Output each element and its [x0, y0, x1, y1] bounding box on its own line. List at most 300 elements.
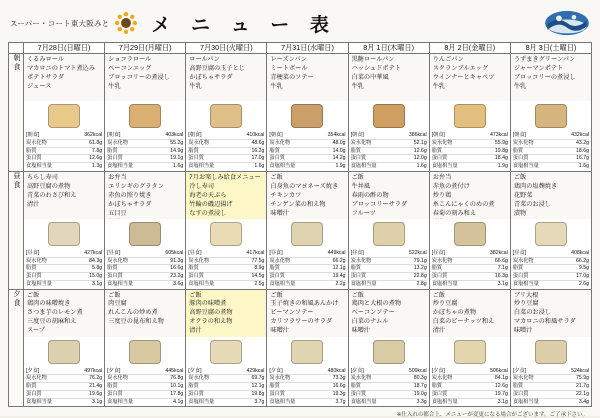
nutrition-key: 脂質	[431, 265, 443, 272]
nutrition-row	[26, 132, 102, 140]
nutrition-row	[107, 375, 183, 383]
nutrition-block	[267, 249, 347, 289]
dish-item: 高野豆腐の玉子とじ	[189, 64, 245, 72]
nutrition-key: 食塩相当量	[107, 398, 134, 405]
nutrition-key: 脂質	[107, 265, 118, 272]
dish-item: 白菜のナムル	[351, 318, 389, 326]
nutrition-row	[107, 258, 183, 266]
nutrition-key: 蛋白質	[26, 155, 42, 162]
dish-item: 白身魚のマヨネーズ焼き	[270, 182, 339, 190]
nutrition-value: 21.4g	[89, 383, 103, 389]
menu-cell	[429, 171, 510, 289]
corner-cell	[9, 43, 24, 54]
dish-item: 玉子焼きの和風あんかけ	[270, 300, 339, 308]
menu-cell	[186, 54, 267, 172]
meal-photo	[267, 101, 347, 131]
dish-item: 牛乳	[351, 82, 364, 90]
nutrition-value: 3.6g	[173, 280, 184, 287]
nutrition-key: 脂質	[188, 383, 199, 389]
nutrition-value: 19.8g	[494, 147, 508, 154]
dish-item: 清汁	[189, 327, 202, 335]
nutrition-row	[432, 265, 508, 273]
nutrition-key: 食塩相当量	[188, 398, 215, 405]
nutrition-value: 43.2g	[576, 139, 589, 146]
nutrition-key: 炭水化物	[431, 257, 453, 264]
nutrition-key: 蛋白質	[269, 273, 285, 279]
nutrition-row	[269, 155, 345, 163]
dish-item: 鶏肉の味噌焼き	[27, 300, 71, 308]
dish-item: ミートボール	[270, 64, 308, 72]
dish-item: ご飯	[108, 291, 121, 299]
nutrition-row	[26, 281, 102, 288]
dish-item: ご飯	[351, 173, 364, 181]
nutrition-row	[432, 383, 508, 391]
nutrition-key: 蛋白質	[431, 390, 448, 397]
plate-graphic	[454, 222, 486, 246]
meal-photo	[24, 337, 104, 367]
nutrition-value: 2.5g	[254, 280, 265, 287]
nutrition-value: 4.1g	[173, 398, 184, 405]
nutrition-value: 2.2g	[335, 280, 346, 287]
dish-item: スープ	[27, 327, 45, 335]
meal-photo	[511, 337, 591, 367]
dish-item: なすの煮浸し	[189, 209, 227, 217]
nutrition-row	[188, 265, 264, 273]
plate-graphic	[291, 340, 323, 364]
nutrition-key: 蛋白質	[26, 390, 42, 397]
dish-item: 牛丼風	[351, 182, 371, 190]
nutrition-value: 48.0g	[332, 139, 346, 146]
nutrition-value: 14.2g	[332, 155, 346, 162]
dish-list	[24, 54, 104, 101]
nutrition-key: 脂質	[26, 265, 37, 272]
nutrition-row	[26, 258, 102, 266]
nutrition-value: 1.9g	[497, 163, 508, 169]
nutrition-value: 77.5g	[251, 257, 265, 264]
nutrition-value: 18.6g	[576, 147, 589, 154]
nutrition-key: 炭水化物	[350, 139, 372, 146]
nutrition-value: 480kcal	[327, 367, 346, 374]
dish-item: 豚肉の味噌煮	[189, 300, 227, 308]
nutrition-key: [夕食]	[188, 367, 202, 374]
dish-item: ハッシュドポテト	[351, 64, 401, 72]
nutrition-key: 炭水化物	[269, 139, 291, 146]
nutrition-block	[105, 131, 185, 171]
nutrition-row	[351, 273, 427, 281]
nutrition-row	[432, 140, 508, 148]
dish-item: 赤魚の煮付け	[432, 182, 470, 190]
dish-item: れんこんの炒め煮	[108, 309, 158, 317]
dish-item: かぼちゃの煮物	[432, 309, 477, 317]
dish-item: かぼちゃサラダ	[108, 200, 152, 208]
nutrition-value: 3.3g	[416, 398, 427, 405]
nutrition-key: 蛋白質	[107, 273, 123, 279]
nutrition-key: 脂質	[26, 383, 37, 389]
nutrition-key: 脂質	[188, 147, 199, 154]
nutrition-row	[351, 281, 427, 288]
nutrition-key: 食塩相当量	[431, 280, 458, 287]
nutrition-block	[186, 249, 266, 289]
menu-cell	[105, 54, 186, 172]
dish-list	[511, 290, 591, 337]
nutrition-value: 12.1g	[332, 265, 346, 272]
nutrition-key: 食塩相当量	[512, 280, 539, 287]
nutrition-row	[513, 273, 589, 281]
nutrition-value: 13.2g	[413, 265, 427, 272]
dish-item: ジュース	[27, 82, 52, 90]
nutrition-row	[269, 391, 345, 399]
nutrition-row	[351, 375, 427, 383]
nutrition-key: 蛋白質	[188, 273, 204, 279]
nutrition-key: 蛋白質	[350, 273, 367, 279]
nutrition-value: 12.6g	[494, 383, 508, 389]
nutrition-key: 脂質	[350, 147, 361, 154]
plate-graphic	[373, 340, 405, 364]
nutrition-value: 17.0g	[576, 273, 589, 279]
nutrition-row	[188, 383, 264, 391]
nutrition-key: [夕食]	[107, 367, 121, 374]
nutrition-value: 14.5g	[251, 273, 265, 279]
nutrition-value: 17.8g	[170, 390, 184, 397]
nutrition-key: 食塩相当量	[269, 398, 296, 405]
plate-graphic	[210, 104, 242, 128]
nutrition-row	[269, 163, 345, 170]
meal-photo	[349, 219, 429, 249]
nutrition-row	[351, 265, 427, 273]
meal-photo	[511, 219, 591, 249]
nutrition-row	[513, 391, 589, 399]
nutrition-row	[188, 375, 264, 383]
nutrition-value: 17.0g	[251, 155, 265, 162]
dish-list	[24, 172, 104, 219]
nutrition-value: 3.1g	[497, 280, 508, 287]
nutrition-key: 脂質	[26, 147, 37, 154]
nutrition-value: 16.3g	[494, 273, 508, 279]
plate-graphic	[129, 340, 161, 364]
nutrition-row	[269, 273, 345, 281]
dish-list	[186, 172, 266, 219]
nutrition-value: 19.7g	[494, 390, 508, 397]
nutrition-row	[432, 273, 508, 281]
nutrition-block	[186, 131, 266, 171]
meal-photo	[105, 101, 185, 131]
nutrition-key: [朝食]	[512, 132, 527, 138]
row-label-text: 夕食	[13, 289, 21, 308]
dish-item: 鶏肉の塩麹焼き	[513, 182, 558, 190]
menu-cell	[510, 289, 591, 407]
nutrition-row	[269, 132, 345, 140]
nutrition-block	[349, 131, 429, 171]
dish-item: ロールパン	[189, 56, 220, 63]
dish-item: ご飯	[351, 291, 364, 299]
nutrition-key: 食塩相当量	[512, 398, 539, 405]
nutrition-key: [夕食]	[350, 367, 364, 374]
nutrition-key: 炭水化物	[107, 257, 128, 264]
nutrition-value: 16.6g	[332, 383, 346, 389]
dish-item: 春菊の刻み和え	[432, 209, 477, 217]
nutrition-row	[269, 258, 345, 266]
nutrition-value: 23.2g	[170, 273, 184, 279]
nutrition-key: 食塩相当量	[350, 398, 377, 405]
dish-item: マカロニのトマト煮込み	[27, 64, 96, 72]
plate-graphic	[535, 340, 567, 364]
nutrition-row	[432, 163, 508, 170]
nutrition-key: 炭水化物	[512, 257, 534, 264]
nutrition-value: 55.2g	[170, 139, 184, 146]
meal-photo	[430, 337, 510, 367]
nutrition-key: 脂質	[269, 147, 280, 154]
dish-item: スクランブルエッグ	[432, 64, 489, 72]
nutrition-value: 16.2g	[251, 147, 265, 154]
nutrition-row	[269, 281, 345, 288]
plate-graphic	[129, 222, 161, 246]
nutrition-key: 炭水化物	[512, 139, 534, 146]
nutrition-block	[349, 249, 429, 289]
nutrition-key: [昼食]	[107, 249, 121, 256]
nutrition-row	[107, 155, 183, 163]
dish-item: 清汁	[27, 200, 40, 208]
nutrition-row	[107, 383, 183, 391]
nutrition-key: 脂質	[350, 383, 361, 389]
nutrition-row	[188, 258, 264, 266]
nutrition-row	[513, 281, 589, 288]
dish-item: ご飯	[27, 291, 40, 299]
nutrition-key: [朝食]	[188, 132, 202, 138]
dish-item: ご飯	[270, 173, 283, 181]
menu-cell	[429, 54, 510, 172]
dish-item: ちらし寿司	[27, 173, 58, 181]
nutrition-row	[432, 391, 508, 399]
nutrition-row	[513, 163, 589, 170]
nutrition-value: 61.8g	[89, 139, 103, 146]
nutrition-row	[432, 258, 508, 266]
nutrition-key: 蛋白質	[512, 273, 529, 279]
nutrition-key: 蛋白質	[431, 273, 448, 279]
plate-graphic	[454, 104, 486, 128]
nutrition-key: 蛋白質	[350, 390, 367, 397]
nutrition-block	[511, 131, 591, 171]
nutrition-key: 炭水化物	[512, 375, 534, 382]
nutrition-key: 炭水化物	[26, 375, 47, 382]
dish-item: 高野豆腐の煮物	[189, 309, 233, 317]
menu-cell	[267, 171, 348, 289]
dish-item: さつま芋のレモン煮	[27, 309, 83, 317]
nutrition-value: 66.2g	[332, 257, 346, 264]
nutrition-value: 10.1g	[170, 383, 184, 389]
nutrition-block	[511, 367, 591, 407]
dish-item: 漬物	[513, 209, 527, 217]
nutrition-value: 22.8g	[413, 273, 427, 279]
nutrition-block	[349, 367, 429, 407]
nutrition-key: [夕食]	[431, 367, 445, 374]
dish-item: 三度豆の昆布和え物	[108, 318, 164, 326]
nutrition-key: 蛋白質	[269, 155, 285, 162]
nutrition-value: 524kcal	[571, 367, 589, 374]
plate-graphic	[210, 222, 242, 246]
nutrition-row	[513, 132, 589, 140]
menu-table	[8, 42, 592, 407]
nutrition-key: 炭水化物	[431, 139, 453, 146]
nutrition-key: 炭水化物	[188, 257, 210, 264]
dish-list	[511, 54, 591, 101]
menu-cell	[429, 289, 510, 407]
nutrition-key: 食塩相当量	[188, 280, 215, 287]
nutrition-value: 48.6g	[251, 139, 265, 146]
nutrition-value: 354kcal	[327, 132, 346, 138]
menu-cell	[105, 289, 186, 407]
dish-list	[186, 290, 266, 337]
nutrition-key: 食塩相当量	[107, 280, 134, 287]
document-header	[0, 0, 600, 42]
nutrition-key: 食塩相当量	[26, 280, 52, 287]
nutrition-value: 19.1g	[170, 155, 184, 162]
nutrition-key: 食塩相当量	[269, 163, 296, 169]
nutrition-value: 16.6g	[170, 265, 184, 272]
dish-item: ウインナーとキャベツ	[432, 73, 495, 81]
nutrition-value: 2.8g	[416, 280, 427, 287]
nutrition-row	[351, 399, 427, 406]
dish-item: ベーコンソテー	[351, 309, 395, 317]
nutrition-row	[269, 265, 345, 273]
day-header-6: 8月 3日(土曜日)	[510, 43, 591, 54]
nutrition-value: 497kcal	[84, 367, 103, 374]
nutrition-key: 炭水化物	[26, 139, 47, 146]
dish-list	[267, 172, 347, 219]
dish-item: ご飯	[189, 291, 202, 299]
nutrition-value: 18.7g	[413, 383, 427, 389]
nutrition-value: 75.9g	[576, 375, 589, 382]
nutrition-key: 食塩相当量	[107, 163, 134, 169]
nutrition-value: 1.6g	[173, 163, 184, 169]
dish-item: ご飯	[270, 291, 283, 299]
plate-graphic	[373, 222, 405, 246]
nutrition-key: 食塩相当量	[431, 163, 458, 169]
menu-cell	[510, 54, 591, 172]
nutrition-value: 382kcal	[489, 249, 508, 256]
nutrition-value: 18.4g	[494, 155, 508, 162]
dish-item: 牛乳	[432, 82, 446, 90]
nutrition-key: 食塩相当量	[350, 163, 377, 169]
plate-graphic	[291, 104, 323, 128]
nutrition-key: 蛋白質	[188, 390, 204, 397]
nutrition-key: 炭水化物	[107, 375, 128, 382]
meal-photo	[267, 337, 347, 367]
nutrition-row	[513, 140, 589, 148]
nutrition-key: 蛋白質	[107, 390, 123, 397]
nutrition-row	[351, 132, 427, 140]
dish-item: 竹輪の磯辺揚げ	[189, 200, 233, 208]
dish-item: 赤魚の照り焼き	[108, 191, 152, 199]
meal-row-2	[9, 171, 592, 289]
restaurant-logo-icon	[544, 9, 590, 37]
dish-item: ジャーマンポテト	[513, 64, 564, 72]
table-header-row	[9, 43, 592, 54]
nutrition-value: 2.6g	[578, 280, 589, 287]
nutrition-value: 14.9g	[170, 147, 184, 154]
nutrition-key: 脂質	[107, 383, 118, 389]
meal-photo	[105, 337, 185, 367]
nutrition-row	[26, 273, 102, 281]
nutrition-value: 1.6g	[416, 163, 427, 169]
dish-item: オクラの和え物	[189, 318, 233, 326]
nutrition-value: 408kcal	[571, 249, 589, 256]
nutrition-row	[188, 163, 264, 170]
nutrition-block	[186, 367, 266, 407]
nutrition-key: [昼食]	[26, 249, 40, 256]
day-header-5: 8月 2日(金曜日)	[429, 43, 510, 54]
nutrition-value: 449kcal	[327, 249, 346, 256]
menu-cell	[24, 54, 105, 172]
nutrition-row	[188, 140, 264, 148]
meal-photo	[24, 101, 104, 131]
nutrition-value: 14.0g	[332, 147, 346, 154]
dish-item: 鶏肉と大根の煮物	[351, 300, 402, 308]
plate-graphic	[129, 104, 161, 128]
plate-graphic	[48, 340, 80, 364]
nutrition-row	[26, 399, 102, 406]
menu-cell	[348, 54, 429, 172]
row-label-2	[9, 171, 24, 289]
nutrition-key: 蛋白質	[512, 155, 529, 162]
nutrition-key: 脂質	[188, 265, 199, 272]
page-title: メ ニ ュ ー 表	[151, 13, 336, 36]
meal-row-1	[9, 54, 592, 172]
nutrition-key: 脂質	[431, 383, 443, 389]
nutrition-key: 脂質	[512, 147, 524, 154]
dish-item: 味噌汁	[270, 327, 289, 335]
nutrition-value: 55.9g	[494, 139, 508, 146]
nutrition-key: 脂質	[431, 147, 443, 154]
nutrition-value: 5.8g	[92, 265, 103, 272]
nutrition-value: 522kcal	[408, 249, 427, 256]
dish-item: 牛乳	[270, 82, 283, 90]
menu-table-body	[9, 54, 592, 407]
dish-list	[430, 290, 510, 337]
meal-photo	[24, 219, 104, 249]
nutrition-row	[26, 250, 102, 258]
plate-graphic	[535, 222, 567, 246]
dish-item: 肉豆腐	[108, 300, 127, 308]
dish-item: 五目豆	[108, 209, 127, 217]
nutrition-block	[511, 249, 591, 289]
menu-cell	[267, 54, 348, 172]
nutrition-row	[26, 383, 102, 391]
nutrition-value: 9.5g	[578, 265, 589, 272]
nutrition-row	[26, 391, 102, 399]
nutrition-value: 69.7g	[251, 375, 265, 382]
nutrition-value: 506kcal	[489, 367, 508, 374]
dish-item: 海老の天ぷら	[189, 191, 227, 199]
meal-photo	[349, 337, 429, 367]
nutrition-value: 79.1g	[413, 257, 427, 264]
menu-cell	[267, 289, 348, 407]
day-header-1: 7月29日(月曜日)	[105, 43, 186, 54]
nutrition-key: 脂質	[350, 265, 361, 272]
nutrition-key: 炭水化物	[107, 139, 128, 146]
meal-photo	[186, 337, 266, 367]
dish-item: エリンギのグラタン	[108, 182, 164, 190]
day-header-3: 7月31日(水曜日)	[267, 43, 348, 54]
dish-item: お弁当	[432, 173, 452, 181]
nutrition-row	[269, 250, 345, 258]
row-label-3	[9, 289, 24, 407]
dish-item: お弁当	[108, 173, 127, 181]
nutrition-row	[513, 265, 589, 273]
dish-item: 7月お楽しみ給食メニュー	[189, 173, 261, 181]
nutrition-value: 84.3g	[89, 257, 103, 264]
nutrition-key: 蛋白質	[188, 155, 204, 162]
nutrition-block	[24, 249, 104, 289]
